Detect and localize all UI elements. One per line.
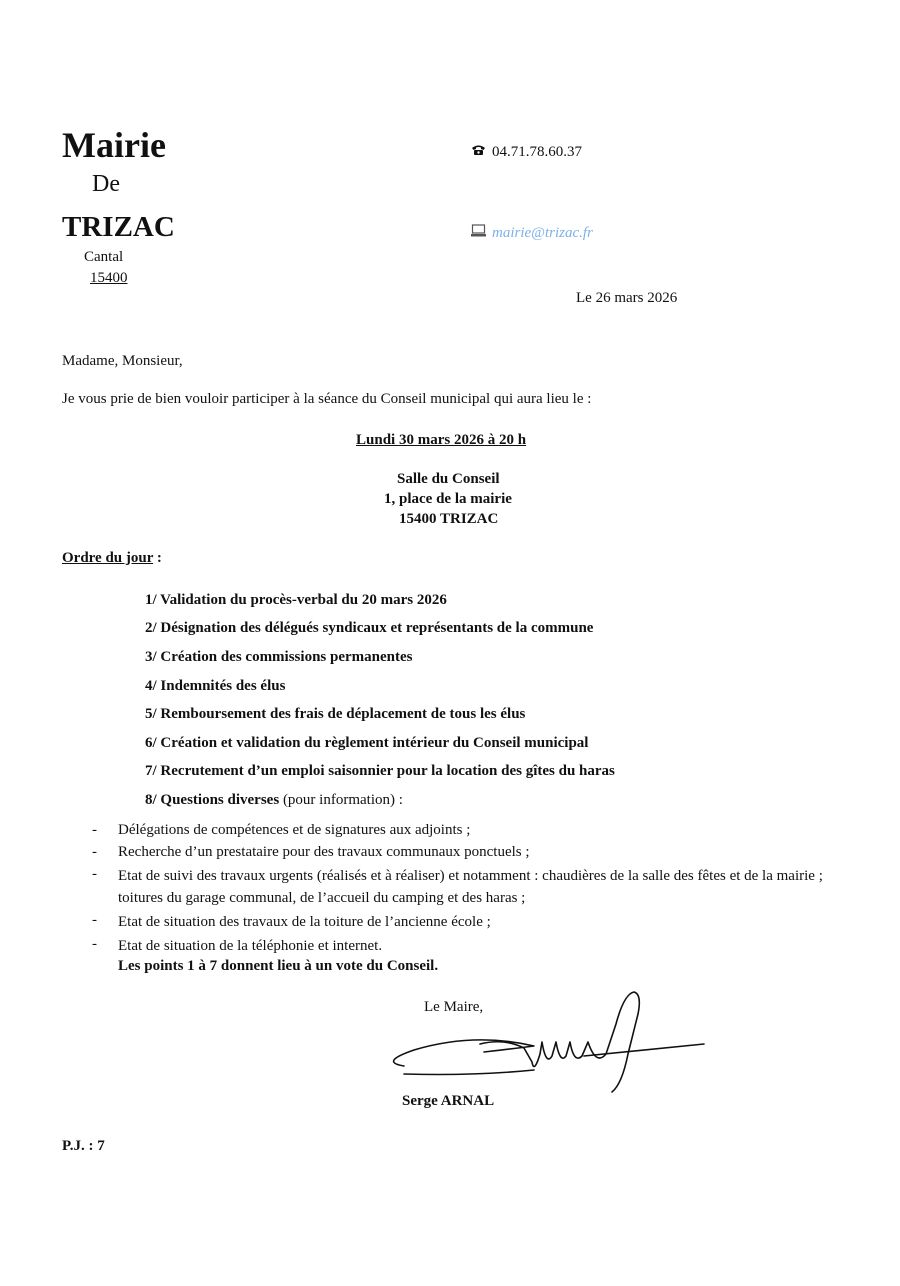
signature <box>384 984 714 1094</box>
agenda-heading-colon: : <box>153 550 162 566</box>
signatory-role: Le Maire, <box>424 999 484 1015</box>
email-address[interactable]: mairie@trizac.fr <box>492 225 593 241</box>
meeting-date: Lundi 30 mars 2026 à 20 h <box>356 432 527 448</box>
agenda-item: 6/ Création et validation du règlement intérieur du Conseil municipal <box>145 735 589 751</box>
agenda-heading-label: Ordre du jour <box>62 550 154 566</box>
meeting-place-line3: 15400 TRIZAC <box>399 511 499 527</box>
agenda-item: 4/ Indemnités des élus <box>145 678 286 694</box>
header-title-de: De <box>92 171 120 197</box>
agenda-item: 1/ Validation du procès-verbal du 20 mars 2026 <box>145 592 447 608</box>
signatory-name: Serge ARNAL <box>402 1093 495 1109</box>
header-title-mairie: Mairie <box>62 125 166 165</box>
agenda-item: 3/ Création des commissions permanentes <box>145 649 413 665</box>
agenda-item: 2/ Désignation des délégués syndicaux et représentants de la commune <box>145 620 594 636</box>
header-phone <box>471 144 582 161</box>
list-item-text: Etat de situation des travaux de la toiture de l’ancienne école ; <box>118 914 491 930</box>
computer-icon <box>471 224 486 242</box>
agenda-item: 7/ Recrutement d’un emploi saisonnier pour la location des gîtes du haras <box>145 763 615 779</box>
header-email <box>471 224 593 242</box>
agenda-item-8-label: 8/ Questions diverses <box>145 792 280 808</box>
intro-text: Je vous prie de bien vouloir participer à la séance du Conseil municipal qui aura lieu le : <box>62 391 592 407</box>
list-item: - Etat de situation des travaux de la toiture de l’ancienne école ; <box>92 912 491 930</box>
meeting-place-line1: Salle du Conseil <box>397 471 500 487</box>
vote-note: Les points 1 à 7 donnent lieu à un vote du Conseil. <box>118 958 439 974</box>
attachments-count: P.J. : 7 <box>62 1138 105 1154</box>
list-item-text: Etat de situation de la téléphonie et internet. <box>118 938 383 954</box>
phone-icon <box>471 144 486 161</box>
meeting-place-line2: 1, place de la mairie <box>384 491 512 507</box>
header-region: Cantal <box>84 249 124 265</box>
phone-number: 04.71.78.60.37 <box>492 144 582 160</box>
header-title-trizac: TRIZAC <box>62 211 175 243</box>
agenda-item-8-note: (pour information) : <box>279 792 403 808</box>
letter-date: Le 26 mars 2026 <box>576 290 678 306</box>
questions-list <box>92 819 862 957</box>
list-item: - Etat de situation de la téléphonie et internet. <box>92 936 383 954</box>
agenda-item: 5/ Remboursement des frais de déplacement de tous les élus <box>145 706 526 722</box>
agenda-item-8 <box>145 792 403 809</box>
list-item: - Recherche d’un prestataire pour des travaux communaux ponctuels ; <box>92 844 530 860</box>
list-item-text: Recherche d’un prestataire pour des travaux communaux ponctuels ; <box>118 844 530 860</box>
greeting: Madame, Monsieur, <box>62 353 183 369</box>
list-item: - Délégations de compétences et de signatures aux adjoints ; <box>92 822 471 838</box>
list-item: - Etat de suivi des travaux urgents (réalisés et à réaliser) et notamment : chaudières de la salle des fêtes et de la mairie ; toitures du garage communal, de l’accueil du camping et des haras ; <box>92 866 823 906</box>
list-item-text: Délégations de compétences et de signatures aux adjoints ; <box>118 822 471 838</box>
header-postcode: 15400 <box>90 270 128 286</box>
agenda-heading <box>62 550 162 567</box>
list-item-text: Etat de suivi des travaux urgents (réalisés et à réaliser) et notamment : chaudières de la salle des fêtes et de la mairie ; toitures du garage communal, de l’accueil du camping et des haras ; <box>118 868 823 906</box>
